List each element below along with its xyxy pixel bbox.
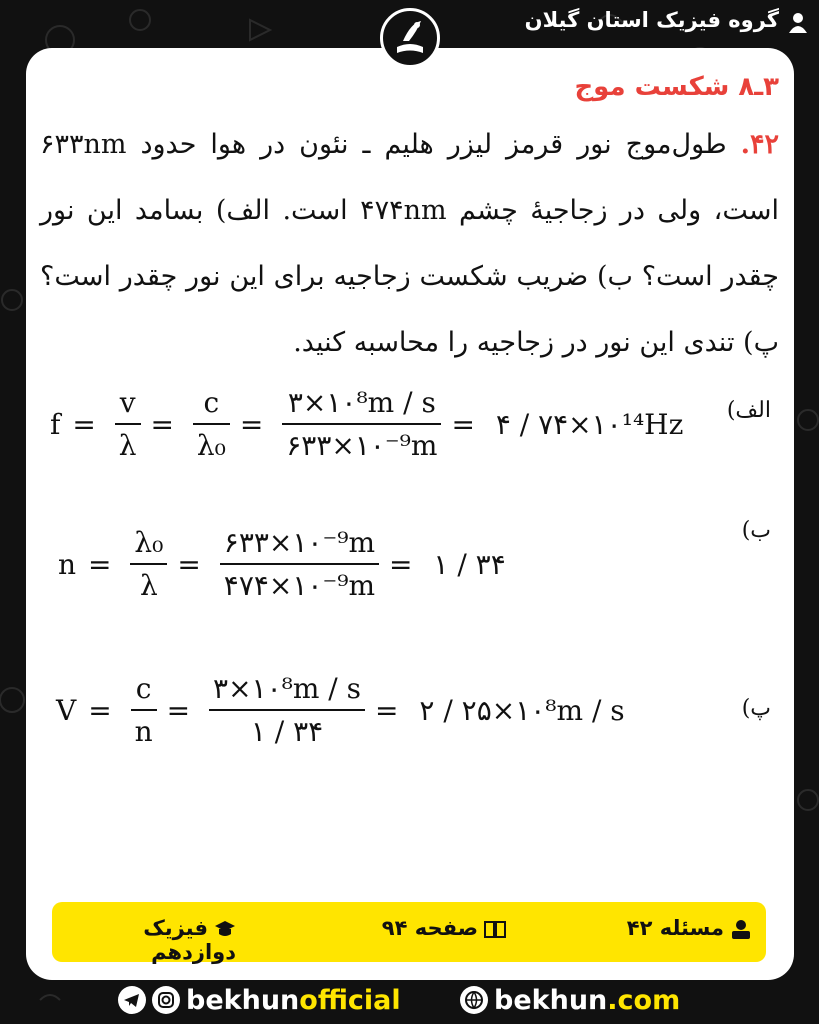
handle-prefix: bekhun	[186, 984, 300, 1016]
website-link[interactable]	[460, 980, 680, 1020]
eq-b-result: ۱ / ۳۴	[433, 547, 506, 581]
problem-badge	[627, 916, 752, 940]
handle-suffix: official	[299, 984, 401, 1016]
eq-c-frac2-den: ۱ / ۳۴	[209, 709, 365, 748]
site-suffix: .com	[607, 984, 681, 1016]
book-label: فیزیک دوازدهم	[143, 916, 236, 964]
eq-a-frac3-num: ۳×۱۰⁸m / s	[287, 386, 436, 419]
part-c-label: پ)	[741, 696, 771, 721]
eq-c-frac2-num: ۳×۱۰⁸m / s	[213, 672, 361, 705]
eq-a-frac1-den: λ	[115, 423, 141, 462]
globe-icon	[460, 986, 488, 1014]
page-label: صفحه ۹۴	[381, 916, 478, 940]
instagram-icon[interactable]	[152, 986, 180, 1014]
website-text	[494, 985, 680, 1016]
part-a-label: الف)	[726, 398, 771, 423]
graduation-cap-icon	[214, 919, 236, 939]
student-icon	[730, 919, 752, 939]
eq-b-frac1-den: λ	[130, 563, 167, 602]
telegram-icon[interactable]	[118, 986, 146, 1014]
problem-label: مسئله ۴۲	[626, 916, 724, 940]
eq-c-frac1-num: c	[135, 672, 152, 705]
page-badge	[382, 916, 506, 940]
eq-a-frac2-den: λ₀	[193, 423, 230, 462]
part-b-label: ب)	[741, 518, 771, 543]
book-badge	[52, 916, 236, 964]
eq-c-frac1-den: n	[131, 709, 157, 748]
equation-part-a: f = $\frac{v}{\lambda}$ = $\frac{c}{\text{λ₀}}$ = $\frac{\text{۳×۱۰⁸m / s}}{\text{۶۳۳×۱۰⁻⁹m}}$ = ۴ / ۷۴×۱۰¹⁴Hz	[50, 386, 684, 462]
equation-part-c: V = $\frac{c}{n}$ = $\frac{\text{۳×۱۰⁸m / s}}{۱ / ۳۴}$ = ۲ / ۲۵×۱۰⁸m / s	[56, 672, 625, 748]
bekhun-logo	[380, 8, 440, 68]
book-icon	[484, 919, 506, 939]
eq-c-result: ۲ / ۲۵×۱۰⁸m / s	[419, 693, 625, 727]
problem-number: ۴۲.	[740, 129, 779, 160]
eq-a-frac1-num: v	[119, 386, 136, 419]
handle-text	[186, 985, 401, 1016]
site-prefix: bekhun	[494, 984, 608, 1016]
equation-part-b: n = $\frac{\text{λ₀}}{\lambda}$ = $\frac{\text{۶۳۳×۱۰⁻⁹m}}{\text{۴۷۴×۱۰⁻⁹m}}$ = ۱ / ۳۴	[58, 526, 506, 602]
eq-b-frac2-num: ۶۳۳×۱۰⁻⁹m	[223, 526, 375, 559]
eq-a-lhs: f	[50, 407, 61, 441]
problem-text: طول‌موج نور قرمز لیزر هلیم ـ نئون در هوا حدود ۶۳۳nm است، ولی در زجاجیهٔ چشم ۴۷۴nm است. الف) بسامد این نور چقدر است؟ ب) ضریب شکست زجاجیه برای این نور چقدر است؟ پ) تندی این نور در زجاجیه را محاسبه کنید.	[40, 129, 779, 358]
info-bar	[52, 902, 766, 962]
eq-b-frac2-den: ۴۷۴×۱۰⁻⁹m	[220, 563, 379, 602]
eq-a-result: ۴ / ۷۴×۱۰¹⁴Hz	[495, 407, 684, 441]
group-title: گروه فیزیک استان گیلان	[524, 8, 779, 32]
eq-c-lhs: V	[56, 693, 77, 727]
user-icon	[787, 12, 809, 34]
eq-b-frac1-num: λ₀	[134, 526, 164, 559]
social-handle[interactable]	[118, 980, 401, 1020]
footer	[0, 980, 819, 1024]
eq-a-frac3-den: ۶۳۳×۱۰⁻⁹m	[282, 423, 441, 462]
problem-statement	[40, 112, 779, 376]
eq-b-lhs: n	[58, 547, 77, 581]
eq-a-frac2-num: c	[203, 386, 220, 419]
section-title: ۳ـ۸ شکست موج	[574, 72, 779, 102]
